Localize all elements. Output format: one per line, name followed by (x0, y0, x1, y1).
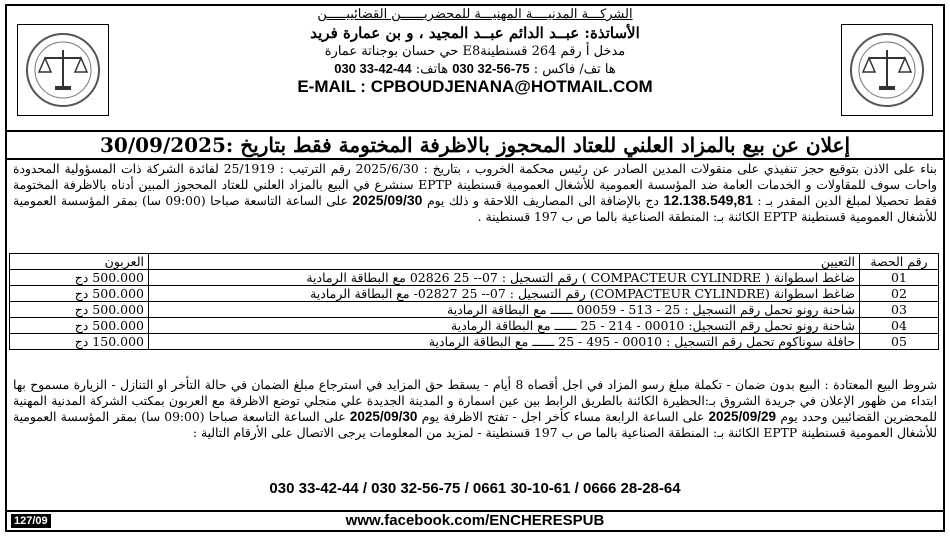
lot-number: 01 (860, 270, 939, 286)
announcement-title: إعلان عن بيع بالمزاد العلني للعتاد المحجوز بالاظرفة المختومة فقط بتاريخ :30/09/2025 (7, 130, 943, 160)
lot-deposit: 500.000 دج (10, 302, 149, 318)
lot-deposit: 500.000 دج (10, 270, 149, 286)
lot-designation: شاحنة رونو تحمل رقم التسجيل: 00010 - 214 - 25 ــــــ مع البطاقة الرمادية (149, 318, 860, 334)
header-deposit: العربون (10, 254, 149, 270)
lot-designation: ضاغط اسطوانة ( COMPACTEUR CYLINDRE ) رقم التسجيل : 07-- 25 02826 مع البطاقة الرمادية (149, 270, 860, 286)
header-text (117, 8, 833, 97)
lot-number: 02 (860, 286, 939, 302)
address: مدخل أ رقم 264 قسنطينةE8 حي حسان بوجناتة عمارة (324, 43, 626, 59)
table-header-row (10, 254, 939, 270)
phones-prefix: ها تف/ فاكس : (533, 62, 616, 78)
intro-paragraph (13, 162, 937, 225)
terms-text-2: على الساعة الرابعة مساء كأخر اجل - تفتح الاظرفة يوم (421, 410, 705, 424)
lot-deposit: 500.000 دج (10, 286, 149, 302)
sale-date: 2025/09/30 (352, 192, 423, 208)
table-row (10, 302, 939, 318)
debt-amount: 12.138.549,81 (663, 192, 753, 208)
lot-number: 04 (860, 318, 939, 334)
terms-text-3: على الساعة التاسعة صباحا (09:00 سا) بمقر المؤسسة العمومية للأشغال العمومية قسنطينة EPTP الكائنة بـ: المنطقة الصناعية بالما ص ب 197 قسنطينة - لمزيد من المعلومات يرجى الاتصال على الأرقام التالية : (13, 410, 937, 440)
lot-designation: حافلة سوناكوم تحمل رقم التسجيل : 00010 - 495 - 25 ــــــ مع البطاقة الرمادية (149, 334, 860, 350)
phone-2: 44-42-33 030 (334, 61, 412, 77)
phones-mid: هاتف: (415, 62, 449, 78)
justice-seal-icon-right (841, 24, 933, 116)
table-row (10, 270, 939, 286)
lot-deposit: 500.000 دج (10, 318, 149, 334)
intro-text-1: بناء على الاذن بتوقيع حجز تنفيذي على منقولات المدين الصادر عن رئيس محكمة الخروب ، بتاريخ : 2025/6/30 رقم الترتيب : 25/1919 لفائدة الشركة ذات المسؤولية المحدودة واحات سوف للمقاولات و الخدمات العامة ضد المؤسسة العمومية للأشغال العمومية قسنطينة EPTP سنشرع في البيع بالمزاد العلني للعتاد المحجوز المبين أدناه بالاظرفة المختومة فقط تحصيلا لمبلغ الدين المقدر بـ : (13, 162, 937, 208)
sale-terms-paragraph (13, 378, 937, 441)
deadline-date: 2025/09/29 (708, 409, 777, 424)
footer-website: www.facebook.com/ENCHERESPUB (7, 510, 943, 530)
opening-date: 2025/09/30 (349, 409, 418, 424)
intro-text-2: دج بالإضافة الى المصاريف اللاحقة و ذلك يوم (426, 194, 659, 208)
table-row (10, 318, 939, 334)
intro-text-3: على الساعة التاسعة صباحا (09:00 سا) بمقر المؤسسة العمومية للأشغال العمومية قسنطينة EPTP الكائنة بـ: المنطقة الصناعية بالما ص ب 197 قسنطينة . (13, 194, 937, 224)
header-lot-number: رقم الحصة (860, 254, 939, 270)
lot-number: 03 (860, 302, 939, 318)
header-designation: التعيين (149, 254, 860, 270)
justice-seal-icon-left (17, 24, 109, 116)
reference-badge: 127/09 (11, 514, 51, 528)
lot-number: 05 (860, 334, 939, 350)
phone-line (117, 62, 833, 77)
header (7, 6, 943, 130)
company-name: الشركـــة المدنيــــة المهنيـــة للمحضريــــــن القضائييـــــن (317, 7, 633, 22)
email: E-MAIL : CPBOUDJENANA@HOTMAIL.COM (297, 77, 653, 97)
lot-designation: شاحنة رونو تحمل رقم التسجيل : 25 - 513 - 00059 ــــــ مع البطاقة الرمادية (149, 302, 860, 318)
bailiff-names: الأساتذة: عبــد الدائم عبــد المجيد ، و بن عمارة فريد (310, 24, 640, 43)
table-row (10, 286, 939, 302)
announcement-page (5, 4, 945, 532)
phone-1: 75-56-32 030 (452, 61, 530, 77)
terms-text-1: شروط البيع المعتادة : البيع بدون ضمان - تكملة مبلغ رسو المزاد في اجل أقصاه 8 أيام - يسقط حق المزايد في استرجاع مبلغ الضمان في حالة التأخر او التنازل - الزيارة مسموح بها ابتداء من ظهور الإعلان في جريدة الشروق بـ:الحظيرة الكائنة بالطريق الرابط بين عين اسمارة و المدينة الجديدة علي منجلي توضع الاظرفة مع العربون بمكتب الشركة المدنية المهنية للمحضرين القضائيين وحدد يوم (13, 378, 937, 424)
lot-deposit: 150.000 دج (10, 334, 149, 350)
lot-designation: ضاغط اسطوانة (COMPACTEUR CYLINDRE) رقم التسجيل : 07-- 25 02827- مع البطاقة الرمادية (149, 286, 860, 302)
lots-table (9, 253, 939, 350)
contact-phones: 030 33-42-44 / 030 32-56-75 / 0661 30-10-61 / 0666 28-28-64 (269, 480, 681, 497)
table-row (10, 334, 939, 350)
